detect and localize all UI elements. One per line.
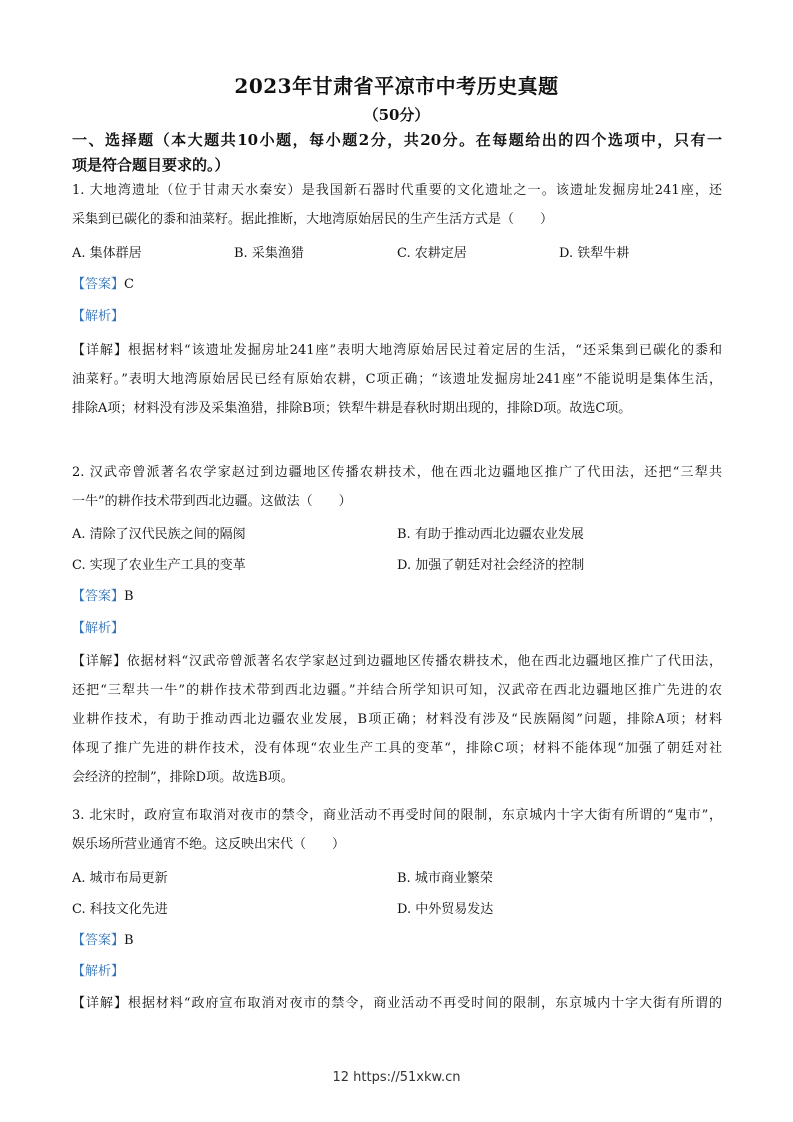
q3-stem-line: 娱乐场所营业通宵不绝。这反映出宋代（ ） — [72, 837, 346, 852]
q1-stem-line: 采集到已碳化的黍和油菜籽。据此推断，大地湾原始居民的生产生活方式是（ ） — [72, 212, 554, 227]
analysis-label: 【解析】 — [72, 309, 125, 324]
q3-analysis-label — [72, 962, 722, 982]
q1-option-c: C. 农耕定居 — [397, 246, 467, 261]
q3-detail-text: 根据材料“政府宣布取消对夜市的禁令，商业活动不再受时间的限制，东京城内十字大街有所谓的 — [127, 996, 722, 1011]
section-heading — [72, 128, 722, 178]
q2-detail-line: 业耕作技术，有助于推动西北边疆农业发展，B项正确；材料没有涉及“民族隔阂”问题，排除A项；材料 — [72, 712, 722, 727]
section-heading-line: 项是符合题目要求的。） — [72, 156, 230, 174]
q2-analysis-label — [72, 619, 722, 639]
q1-detail-line: 油菜籽。”表明大地湾原始居民已经有原始农耕，C项正确；“该遗址发掘房址241座”不能说明是集体生活， — [72, 372, 722, 387]
analysis-label: 【解析】 — [72, 964, 125, 979]
q2-option-d: D. 加强了朝廷对社会经济的控制 — [397, 558, 585, 573]
q1-option-d: D. 铁犁牛耕 — [559, 246, 630, 261]
q2-detail-text: 依据材料“汉武帝曾派著名农学家赵过到边疆地区传播农耕技术，他在西北边疆地区推广了代田法， — [126, 654, 722, 669]
q2-option-c: C. 实现了农业生产工具的变革 — [72, 558, 246, 573]
q1-analysis-label — [72, 307, 722, 327]
answer-label: 【答案】 — [72, 933, 125, 948]
detail-label: 【详解】 — [72, 343, 129, 358]
footer-url[interactable]: https://51xkw.cn — [353, 1070, 461, 1085]
q1-option-b: B. 采集渔猎 — [234, 246, 304, 261]
q3-option-d: D. 中外贸易发达 — [397, 902, 494, 917]
q2-stem-line: 2. 汉武帝曾派著名农学家赵过到边疆地区传播农耕技术，他在西北边疆地区推广了代田法，还把“三犁共 — [72, 465, 722, 480]
answer-value: C — [124, 277, 134, 292]
page-number: 12 — [332, 1070, 350, 1085]
q1-answer — [72, 275, 722, 295]
q3-answer — [72, 931, 722, 951]
page-title: 2023年甘肃省平凉市中考历史真题 — [234, 74, 559, 98]
section-heading-line: 一、选择题（本大题共10小题，每小题2分，共20分。在每题给出的四个选项中，只有一 — [72, 131, 722, 149]
answer-value: B — [124, 589, 134, 604]
answer-label: 【答案】 — [72, 277, 125, 292]
detail-label: 【详解】 — [72, 654, 127, 669]
q1-stem-line: 1. 大地湾遗址（位于甘肃天水秦安）是我国新石器时代重要的文化遗址之一。该遗址发掘房址241座，还 — [72, 183, 722, 198]
q3-option-c: C. 科技文化先进 — [72, 902, 168, 917]
q2-option-a: A. 清除了汉代民族之间的隔阂 — [72, 527, 246, 542]
answer-label: 【答案】 — [72, 589, 125, 604]
q2-answer — [72, 587, 722, 607]
q3-stem-line: 3. 北宋时，政府宣布取消对夜市的禁令，商业活动不再受时间的限制，东京城内十字大街有所谓的“鬼市”， — [72, 808, 722, 823]
q1-option-a: A. 集体群居 — [72, 246, 142, 261]
answer-value: B — [124, 933, 134, 948]
q2-detail-line — [72, 652, 722, 672]
detail-label: 【详解】 — [72, 996, 128, 1011]
analysis-label: 【解析】 — [72, 621, 125, 636]
q3-option-a: A. 城市布局更新 — [72, 871, 168, 886]
q1-detail-text: 根据材料“该遗址发掘房址241座”表明大地湾原始居民过着定居的生活，“还采集到已碳化的黍和 — [128, 343, 722, 358]
q1-detail-line — [72, 341, 722, 361]
q2-stem-line: 一牛”的耕作技术带到西北边疆。这做法（ ） — [72, 494, 352, 509]
q2-detail-line: 体现了推广先进的耕作技术，没有体现“农业生产工具的变革“，排除C项；材料不能体现“加强了朝廷对社 — [72, 741, 722, 756]
q3-detail-line — [72, 994, 722, 1014]
page-footer — [0, 1070, 793, 1085]
q2-detail-line: 会经济的控制”，排除D项。故选B项。 — [72, 770, 294, 785]
q2-detail-line: 还把“三犁共一牛”的耕作技术带到西北边疆。”并结合所学知识可知，汉武帝在西北边疆地区推广先进的农 — [72, 683, 722, 698]
q2-option-b: B. 有助于推动西北边疆农业发展 — [397, 527, 584, 542]
q1-detail-line: 排除A项；材料没有涉及采集渔猎，排除B项；铁犁牛耕是春秋时期出现的，排除D项。故选C项。 — [72, 401, 632, 416]
page-subtitle: （50分） — [363, 106, 430, 124]
q3-option-b: B. 城市商业繁荣 — [397, 871, 493, 886]
